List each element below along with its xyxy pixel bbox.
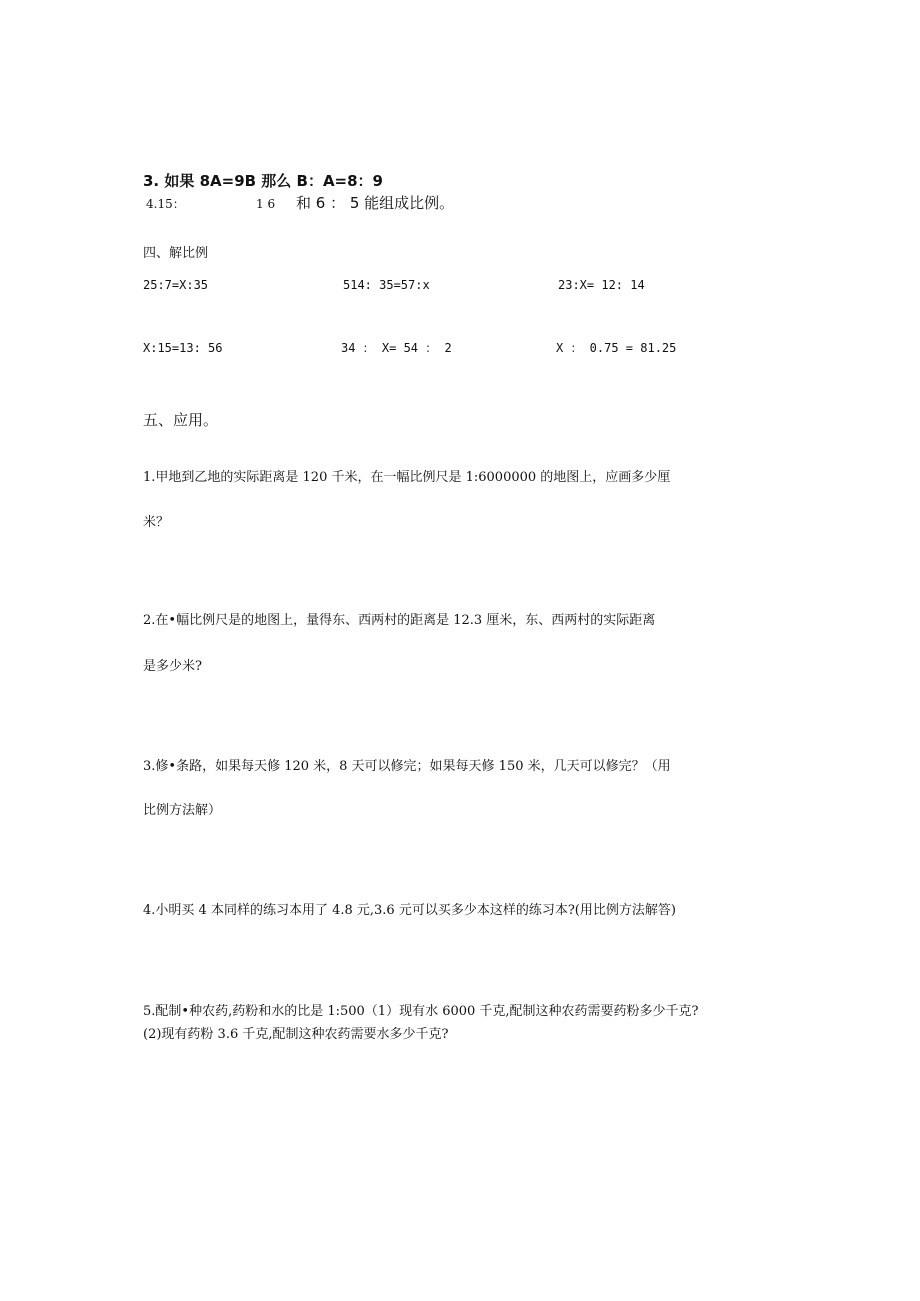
proportion-2: 514: 35=57:x bbox=[343, 278, 430, 292]
proportion-3: 23:X= 12: 14 bbox=[558, 278, 645, 292]
question-4-line-1: 4.小明买 4 本同样的练习本用了 4.8 元,3.6 元可以买多少本这样的练习本?(用比例方法解答) bbox=[143, 903, 676, 918]
question-2-line-2: 是多少米? bbox=[143, 659, 202, 674]
judgement-item-4-middle: 1 6 bbox=[256, 197, 276, 211]
section-four-heading: 四、解比例 bbox=[143, 246, 209, 261]
question-3-line-2: 比例方法解） bbox=[143, 803, 222, 818]
question-1-line-2: 米？ bbox=[143, 515, 170, 530]
judgement-item-4-suffix: 和 6 ： 5 能组成比例。 bbox=[296, 194, 455, 212]
section-five-heading: 五、应用。 bbox=[143, 411, 219, 429]
question-5-line-1: 5.配制•种农药,药粉和水的比是 1:500（1）现有水 6000 千克,配制这种农药需要药粉多少千克? bbox=[143, 1004, 699, 1019]
proportion-1: 25:7=X:35 bbox=[143, 278, 209, 292]
judgement-item-3: 3. 如果 8A=9B 那么 B：A=8：9 bbox=[143, 172, 383, 190]
question-1-line-1: 1.甲地到乙地的实际距离是 120 千米，在一幅比例尺是 1:6000000 的地图上，应画多少厘 bbox=[143, 470, 671, 485]
question-2-line-1: 2.在•幅比例尺是的地图上，量得东、西两村的距离是 12.3 厘米，东、西两村的实际距离 bbox=[143, 613, 656, 628]
proportion-6: X ： 0.75 = 81.25 bbox=[556, 341, 677, 355]
proportion-4: X:15=13: 56 bbox=[143, 341, 223, 355]
proportion-5: 34 ： X= 54 ： 2 bbox=[341, 341, 452, 355]
judgement-item-4-prefix: 4.15： bbox=[146, 197, 185, 211]
question-5-line-2: (2)现有药粉 3.6 千克,配制这种农药需要水多少千克? bbox=[143, 1027, 449, 1042]
question-3-line-1: 3.修•条路，如果每天修 120 米，8 天可以修完；如果每天修 150 米，几天可以修完？（用 bbox=[143, 759, 671, 774]
